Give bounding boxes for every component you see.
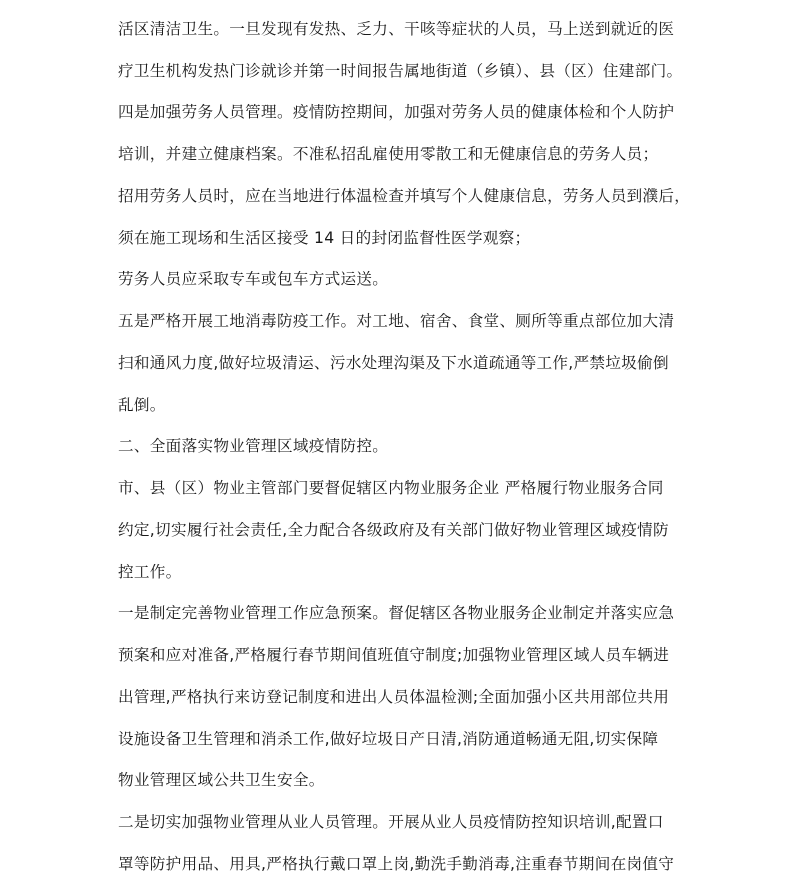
text-line: 劳务人员应采取专车或包车方式运送。 <box>118 270 389 288</box>
text-line: 设施设备卫生管理和消杀工作,做好垃圾日产日清,消防通道畅通无阻,切实保障 <box>118 730 659 748</box>
text-line: 招用劳务人员时，应在当地进行体温检查并填写个人健康信息，劳务人员到濮后， <box>118 187 691 205</box>
text-line: 四是加强劳务人员管理。疫情防控期间，加强对劳务人员的健康体检和个人防护 <box>118 103 675 121</box>
text-line: 培训，并建立健康档案。不准私招乱雇使用零散工和无健康信息的劳务人员； <box>118 145 659 163</box>
text-line: 须在施工现场和生活区接受 14 日的封闭监督性医学观察； <box>118 229 531 247</box>
section-heading: 二、全面落实物业管理区域疫情防控。 <box>118 437 389 455</box>
text-line: 罩等防护用品、用具,严格执行戴口罩上岗,勤洗手勤消毒,注重春节期间在岗值守 <box>118 855 675 873</box>
text-line: 乱倒。 <box>118 396 166 414</box>
text-line: 二是切实加强物业管理从业人员管理。开展从业人员疫情防控知识培训,配置口 <box>118 813 664 831</box>
text-line: 活区清洁卫生。一旦发现有发热、乏力、干咳等症状的人员，马上送到就近的医 <box>118 20 675 38</box>
text-line: 预案和应对准备,严格履行春节期间值班值守制度;加强物业管理区域人员车辆进 <box>118 646 670 664</box>
text-line: 出管理,严格执行来访登记制度和进出人员体温检测;全面加强小区共用部位共用 <box>118 688 670 706</box>
text-line: 五是严格开展工地消毒防疫工作。对工地、宿舍、食堂、厕所等重点部位加大清 <box>118 312 675 330</box>
text-line: 一是制定完善物业管理工作应急预案。督促辖区各物业服务企业制定并落实应急 <box>118 604 675 622</box>
text-line: 物业管理区域公共卫生安全。 <box>118 771 325 789</box>
text-line: 约定,切实履行社会责任,全力配合各级政府及有关部门做好物业管理区域疫情防 <box>118 521 669 539</box>
text-line: 疗卫生机构发热门诊就诊并第一时间报告属地街道（乡镇）、县（区）住建部门。 <box>118 62 683 80</box>
text-line: 扫和通风力度,做好垃圾清运、污水处理沟渠及下水道疏通等工作,严禁垃圾偷倒 <box>118 354 669 372</box>
text-line: 控工作。 <box>118 563 182 581</box>
text-line: 市、县（区）物业主管部门要督促辖区内物业服务企业 严格履行物业服务合同 <box>118 479 664 497</box>
